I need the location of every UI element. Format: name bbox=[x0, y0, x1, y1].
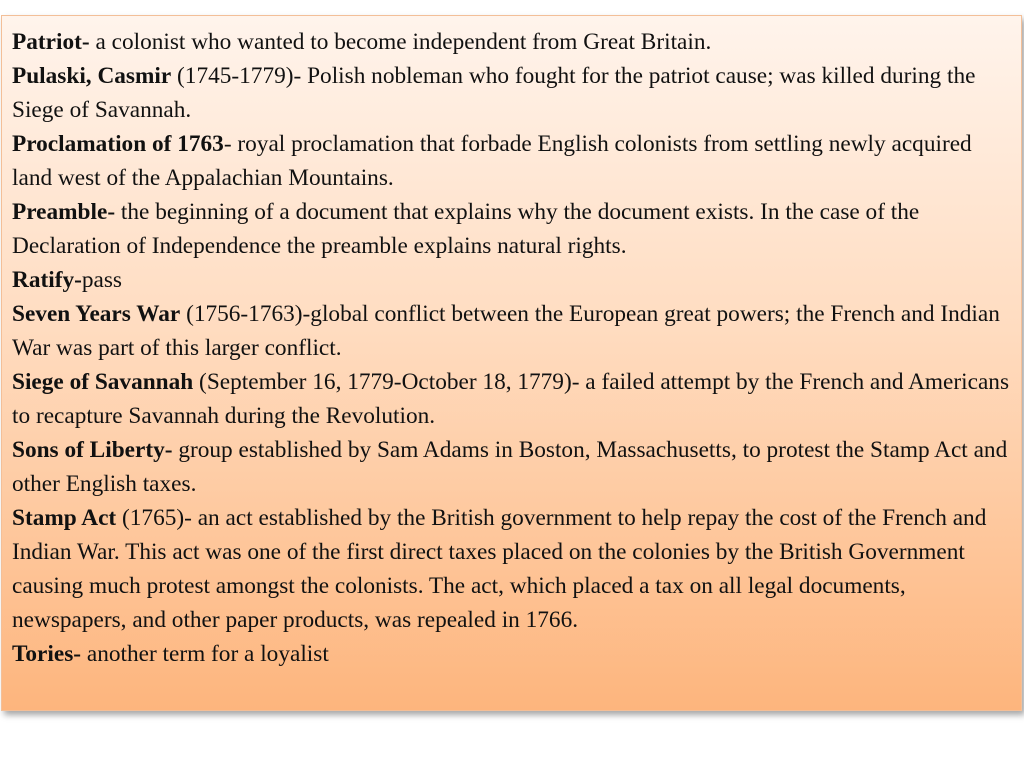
glossary-entry-proclamation-1763 bbox=[12, 127, 1011, 195]
glossary-box bbox=[1, 15, 1022, 711]
definition: another term for a loyalist bbox=[81, 641, 329, 667]
glossary-entry-patriot bbox=[12, 25, 1011, 59]
glossary-entry-seven-years-war bbox=[12, 297, 1011, 365]
term: Proclamation of 1763 bbox=[12, 131, 224, 157]
term: Tories- bbox=[12, 641, 82, 667]
glossary-entry-tories bbox=[12, 637, 1011, 671]
definition: pass bbox=[81, 267, 122, 293]
definition: - royal proclamation that forbade English colonists from settling newly acquired land west of the Appalachian Mountains. bbox=[12, 131, 972, 191]
term: Ratify- bbox=[12, 267, 82, 293]
glossary-entry-siege-of-savannah bbox=[12, 365, 1011, 433]
glossary-entry-sons-of-liberty bbox=[12, 433, 1011, 501]
glossary-entry-stamp-act bbox=[12, 501, 1011, 637]
term: Preamble- bbox=[12, 199, 116, 225]
term: Siege of Savannah bbox=[12, 369, 194, 395]
term: Patriot- bbox=[12, 29, 90, 55]
definition: the beginning of a document that explains why the document exists. In the case of the Declaration of Independence the preamble explains natural rights. bbox=[12, 199, 920, 259]
glossary-entry-pulaski bbox=[12, 59, 1011, 127]
definition: (1745-1779)- Polish nobleman who fought for the patriot cause; was killed during the Siege of Savannah. bbox=[12, 63, 976, 123]
term: Stamp Act bbox=[12, 505, 117, 531]
glossary-entry-preamble bbox=[12, 195, 1011, 263]
definition: (September 16, 1779-October 18, 1779)- a failed attempt by the French and Americans to recapture Savannah during the Revolution. bbox=[12, 369, 1010, 429]
definition: a colonist who wanted to become independent from Great Britain. bbox=[89, 29, 712, 55]
term: Pulaski, Casmir bbox=[12, 63, 172, 89]
term: Sons of Liberty- bbox=[12, 437, 173, 463]
definition: (1765)- an act established by the British government to help repay the cost of the French and Indian War. This act was one of the first direct taxes placed on the colonies by the British Government causing much protest amongst the colonists. The act, which placed a tax on all legal documents, newspapers, and other paper products, was repealed in 1766. bbox=[12, 505, 987, 633]
definition: group established by Sam Adams in Boston, Massachusetts, to protest the Stamp Act and other English taxes. bbox=[12, 437, 1008, 497]
glossary-entry-ratify bbox=[12, 263, 1011, 297]
term: Seven Years War bbox=[12, 301, 181, 327]
definition: (1756-1763)-global conflict between the European great powers; the French and Indian War was part of this larger conflict. bbox=[12, 301, 1000, 361]
